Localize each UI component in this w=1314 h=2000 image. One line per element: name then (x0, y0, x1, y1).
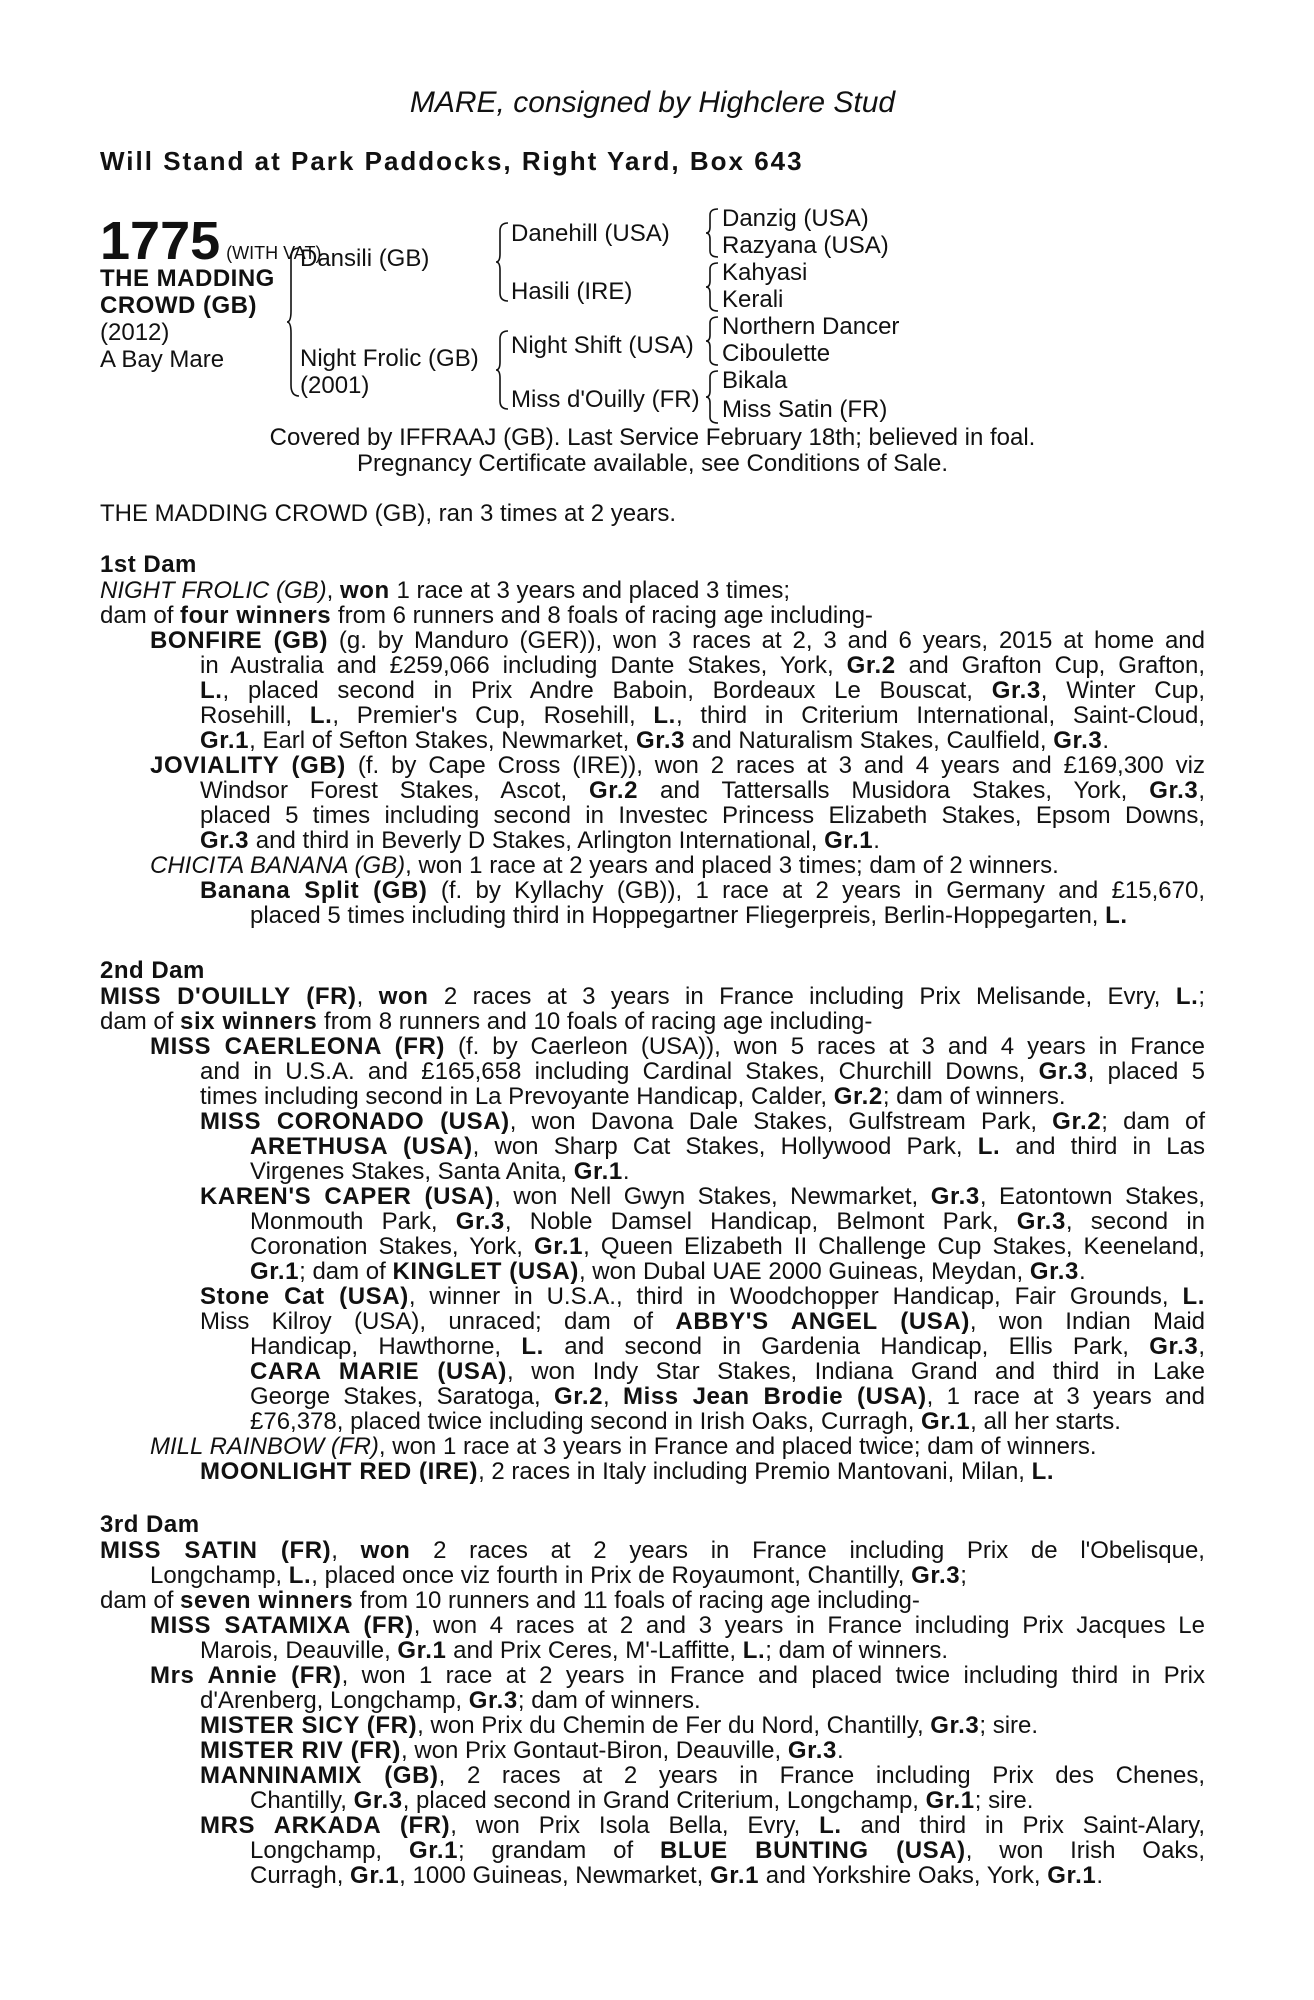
text: , winner in U.S.A., third in Woodchopper Handicap, Fair Grounds, (408, 1283, 1183, 1310)
bold-text: L. (521, 1333, 544, 1360)
text: and Tattersalls Musidora Stakes, York, (638, 777, 1150, 804)
section-heading: 3rd Dam (100, 1511, 200, 1538)
italic-text: NIGHT FROLIC (GB) (100, 577, 327, 604)
pedigree-gen3: Danzig (USA) (722, 205, 869, 232)
pedigree-sire: Dansili (GB) (300, 245, 430, 272)
bold-text: Gr.2 (833, 1083, 883, 1110)
text: , won Indy Star Stakes, Indiana Grand and third in Lake (507, 1358, 1205, 1385)
text: ; dam of (1101, 1108, 1205, 1135)
text-line (250, 1259, 1086, 1285)
pedigree-gen3: Kahyasi (722, 259, 808, 286)
horse-name-line: THE MADDING (100, 265, 275, 292)
stand-location: Will Stand at Park Paddocks, Right Yard, Box 643 (100, 146, 804, 176)
horse-name (100, 265, 350, 319)
bold-text: L. (1105, 902, 1128, 929)
bold-text: ABBY'S ANGEL (USA) (675, 1308, 970, 1335)
text: . (836, 1737, 844, 1764)
bold-text: Stone Cat (USA) (200, 1283, 409, 1310)
bold-text: MISTER RIV (FR) (200, 1737, 401, 1764)
bold-text: Gr.3 (455, 1208, 505, 1235)
text-line (200, 728, 1109, 754)
text: and Yorkshire Oaks, York, (759, 1862, 1048, 1889)
bold-text: Gr.3 (1149, 777, 1199, 804)
race-record: THE MADDING CROWD (GB), ran 3 times at 2 years. (100, 500, 677, 527)
text: , won Dubal UAE 2000 Guineas, Meydan, (578, 1258, 1030, 1285)
text-line (250, 1409, 1121, 1435)
text-line (100, 1538, 1205, 1564)
text-line (150, 1613, 1205, 1639)
text: , won 4 races at 2 and 3 years in France including Prix Jacques Le (413, 1612, 1205, 1639)
text: . (1078, 1258, 1086, 1285)
text: Miss Kilroy (USA), unraced; dam of (200, 1308, 676, 1335)
bold-text: MISS CAERLEONA (FR) (150, 1033, 446, 1060)
bold-text: Gr.1 (925, 1787, 975, 1814)
bold-text: Miss Jean Brodie (USA) (622, 1383, 927, 1410)
text: , placed once viz fourth in Prix de Royaumont, Chantilly, (311, 1562, 912, 1589)
text-line (200, 1713, 1038, 1739)
bold-text: Gr.1 (350, 1862, 400, 1889)
pedigree-sire-dam: Hasili (IRE) (511, 278, 633, 305)
bold-text: Mrs Annie (FR) (150, 1662, 342, 1689)
text: , Winter Cup, (1040, 677, 1205, 704)
pedigree-brace (706, 262, 720, 312)
pedigree-dam-sire: Night Shift (USA) (511, 332, 694, 359)
text: and in U.S.A. and £165,658 including Cardinal Stakes, Churchill Downs, (200, 1058, 1039, 1085)
consignor-heading: MARE, consigned by Highclere Stud (409, 86, 896, 119)
bold-text: Gr.1 (200, 727, 250, 754)
text: , (326, 577, 341, 604)
section-heading: 1st Dam (100, 551, 197, 578)
text: , won Prix Isola Bella, Evry, (450, 1812, 820, 1839)
text-line (250, 1788, 1033, 1814)
text: d'Arenberg, Longchamp, (200, 1687, 469, 1714)
text: ; dam of (299, 1258, 393, 1285)
text-line (200, 1738, 844, 1764)
text: , (1198, 777, 1205, 804)
bold-text: L. (819, 1812, 842, 1839)
text: ; (1198, 983, 1206, 1010)
text: ; grandam of (458, 1837, 660, 1864)
text-line (150, 1563, 967, 1589)
text: , Earl of Sefton Stakes, Newmarket, (249, 727, 636, 754)
text: ; dam of winners. (765, 1637, 949, 1664)
pedigree-dam-year: (2001) (300, 372, 370, 399)
text: and Prix Ceres, M'-Laffitte, (446, 1637, 743, 1664)
bold-text: Gr.2 (589, 777, 639, 804)
bold-text: seven winners (180, 1587, 354, 1614)
text-line (250, 1159, 630, 1185)
catalogue-page (100, 0, 1205, 2000)
bold-text: Gr.1 (709, 1862, 760, 1889)
bold-text: won (360, 1537, 411, 1564)
bold-text: Gr.3 (1016, 1208, 1066, 1235)
text: , won Irish Oaks, (965, 1837, 1205, 1864)
text: ; sire. (974, 1787, 1034, 1814)
text: 2 races at 2 years in France including Prix de l'Obelisque, (410, 1537, 1205, 1564)
pedigree-brace (706, 208, 720, 258)
lot-number: 1775 (100, 211, 221, 271)
bold-text: MISS D'OUILLY (FR) (100, 983, 357, 1010)
text: in Australia and £259,066 including Dante Stakes, York, (200, 652, 847, 679)
text: and Grafton Cup, Grafton, (895, 652, 1205, 679)
text-line (250, 1359, 1205, 1385)
bold-text: Gr.1 (573, 1158, 623, 1185)
text: and third in Las (1000, 1133, 1206, 1160)
text: placed 5 times including second in Investec Princess Elizabeth Stakes, Epsom Downs, (200, 802, 1205, 829)
text: Monmouth Park, (250, 1208, 456, 1235)
bold-text: KINGLET (USA) (392, 1258, 579, 1285)
pedigree-sire-sire: Danehill (USA) (511, 220, 670, 247)
text-line (200, 1459, 1054, 1485)
bold-text: BONFIRE (GB) (150, 627, 329, 654)
text: from 6 runners and 8 foals of racing age including- (331, 602, 873, 629)
text-line (100, 1009, 872, 1035)
text: , 1 race at 3 years and (926, 1383, 1205, 1410)
text-line (250, 1838, 1205, 1864)
text: Curragh, (250, 1862, 351, 1889)
text: , placed second in Grand Criterium, Longchamp, (402, 1787, 926, 1814)
text-line (200, 1184, 1205, 1210)
bold-text: L. (1031, 1458, 1055, 1485)
pedigree-brace (496, 222, 510, 302)
text: 2 races at 3 years in France including Prix Melisande, Evry, (428, 983, 1176, 1010)
pedigree-gen3: Razyana (USA) (722, 232, 889, 259)
text-line (200, 828, 880, 854)
text: dam of (100, 1587, 181, 1614)
pedigree-gen3: Kerali (722, 286, 784, 313)
text: , (356, 983, 379, 1010)
text: , (331, 1537, 361, 1564)
text-line (200, 1059, 1205, 1085)
text: , won 1 race at 3 years in France and placed twice; dam of winners. (378, 1433, 1097, 1460)
bold-text: Gr.1 (250, 1258, 300, 1285)
text: Windsor Forest Stakes, Ascot, (200, 777, 589, 804)
bold-text: KAREN'S CAPER (USA) (200, 1183, 495, 1210)
text: , Eatontown Stakes, (979, 1183, 1205, 1210)
text: £76,378, placed twice including second in Irish Oaks, Curragh, (250, 1408, 922, 1435)
text: ; dam of winners. (517, 1687, 701, 1714)
pedigree-gen3: Ciboulette (722, 340, 831, 367)
text: Longchamp, (150, 1562, 289, 1589)
pedigree-gen3: Miss Satin (FR) (722, 396, 888, 423)
text-line (250, 1209, 1205, 1235)
bold-text: MISTER SICY (FR) (200, 1712, 418, 1739)
text: (g. by Manduro (GER)), won 3 races at 2, 3 and 6 years, 2015 at home and (328, 627, 1205, 654)
text: placed 5 times including third in Hoppegartner Fliegerpreis, Berlin-Hoppegarten, (250, 902, 1106, 929)
text: , 2 races at 2 years in France including Prix des Chenes, (438, 1762, 1205, 1789)
text: George Stakes, Saratoga, (250, 1383, 554, 1410)
covering-line: Covered by IFFRAAJ (GB). Last Service February 18th; believed in foal. (269, 424, 1036, 451)
text: and third in Beverly D Stakes, Arlington International, (249, 827, 825, 854)
text: , second in (1065, 1208, 1205, 1235)
text: from 8 runners and 10 foals of racing age including- (317, 1008, 873, 1035)
bold-text: four winners (180, 602, 332, 629)
text: from 10 runners and 11 foals of racing age including- (353, 1587, 920, 1614)
text-line (100, 1588, 920, 1614)
text: , won 1 race at 2 years in France and placed twice including third in Prix (341, 1662, 1205, 1689)
text: , (1198, 1333, 1205, 1360)
covering-note (100, 425, 1205, 477)
bold-text: L. (309, 702, 333, 729)
bold-text: L. (653, 702, 676, 729)
pedigree-gen3: Bikala (722, 367, 788, 394)
bold-text: six winners (180, 1008, 318, 1035)
text-line (100, 984, 1205, 1010)
text-line (250, 1334, 1205, 1360)
bold-text: Gr.1 (534, 1233, 584, 1260)
text: , 1000 Guineas, Newmarket, (399, 1862, 710, 1889)
text-line (200, 878, 1205, 904)
bold-text: Gr.3 (1149, 1333, 1199, 1360)
bold-text: MRS ARKADA (FR) (200, 1812, 451, 1839)
text: ; sire. (979, 1712, 1039, 1739)
text-line (200, 703, 1205, 729)
text: , Queen Elizabeth II Challenge Cup Stakes, Keeneland, (583, 1233, 1205, 1260)
covering-line: Pregnancy Certificate available, see Conditions of Sale. (357, 450, 948, 477)
text: times including second in La Prevoyante Handicap, Calder, (200, 1083, 834, 1110)
text: , won Sharp Cat Stakes, Hollywood Park, (472, 1133, 978, 1160)
bold-text: ARETHUSA (USA) (250, 1133, 473, 1160)
text: , 2 races in Italy including Premio Mantovani, Milan, (478, 1458, 1032, 1485)
bold-text: L. (200, 677, 223, 704)
bold-text: Gr.3 (1038, 1058, 1088, 1085)
text: , won Davona Dale Stakes, Gulfstream Park, (509, 1108, 1053, 1135)
text: , (603, 1383, 623, 1410)
text-line (100, 603, 873, 629)
text: . (1096, 1862, 1104, 1889)
text: Rosehill, (200, 702, 310, 729)
text: . (873, 827, 880, 854)
text: , won Nell Gwyn Stakes, Newmarket, (494, 1183, 931, 1210)
pedigree-brace (706, 370, 720, 424)
text-line (250, 1234, 1205, 1260)
bold-text: CARA MARIE (USA) (250, 1358, 508, 1385)
text: ; (960, 1562, 967, 1589)
text-line (200, 1309, 1205, 1335)
text-line (200, 1763, 1205, 1789)
bold-text: Gr.1 (397, 1637, 447, 1664)
text-line (150, 1434, 1097, 1460)
text-line (250, 903, 1128, 929)
text: Virgenes Stakes, Santa Anita, (250, 1158, 574, 1185)
bold-text: Gr.3 (468, 1687, 518, 1714)
text-line (150, 753, 1205, 779)
text: 1 race at 3 years and placed 3 times; (389, 577, 791, 604)
text: , won Prix du Chemin de Fer du Nord, Chantilly, (417, 1712, 931, 1739)
bold-text: Gr.3 (1029, 1258, 1079, 1285)
bold-text: Gr.2 (1052, 1108, 1102, 1135)
text: Chantilly, (250, 1787, 354, 1814)
italic-text: CHICITA BANANA (GB) (150, 852, 406, 879)
bold-text: Banana Split (GB) (200, 877, 428, 904)
section-heading: 2nd Dam (100, 957, 205, 984)
horse-year: (2012) (100, 319, 170, 346)
bold-text: MISS SATAMIXA (FR) (150, 1612, 414, 1639)
bold-text: Gr.1 (1047, 1862, 1097, 1889)
bold-text: Gr.1 (824, 827, 874, 854)
text-line (150, 628, 1205, 654)
text: , won Prix Gontaut-Biron, Deauville, (401, 1737, 788, 1764)
text: Coronation Stakes, York, (250, 1233, 535, 1260)
text: . (1102, 727, 1109, 754)
pedigree-dam: Night Frolic (GB) (300, 345, 479, 372)
text-line (200, 1638, 948, 1664)
text: and second in Gardenia Handicap, Ellis Park, (543, 1333, 1150, 1360)
text: , placed second in Prix Andre Baboin, Bordeaux Le Bouscat, (222, 677, 992, 704)
text: , won Indian Maid (969, 1308, 1206, 1335)
bold-text: L. (1175, 983, 1199, 1010)
text: , won 1 race at 2 years and placed 3 times; dam of 2 winners. (405, 852, 1059, 879)
bold-text: JOVIALITY (GB) (150, 752, 346, 779)
text-line (200, 1813, 1205, 1839)
bold-text: L. (1182, 1283, 1205, 1310)
bold-text: MISS CORONADO (USA) (200, 1108, 510, 1135)
text-line (200, 1688, 701, 1714)
bold-text: won (378, 983, 429, 1010)
text-line (250, 1134, 1205, 1160)
text-line (200, 778, 1205, 804)
text: , Noble Damsel Handicap, Belmont Park, (504, 1208, 1017, 1235)
text: Marois, Deauville, (200, 1637, 398, 1664)
text: ; dam of winners. (882, 1083, 1066, 1110)
text-line (200, 653, 1205, 679)
text-line (100, 578, 790, 604)
text: and Naturalism Stakes, Caulfield, (685, 727, 1054, 754)
text: . (622, 1158, 630, 1185)
text: , third in Criterium International, Saint-Cloud, (675, 702, 1205, 729)
text-line (200, 803, 1205, 829)
bold-text: Gr.2 (553, 1383, 604, 1410)
text: , Premier's Cup, Rosehill, (332, 702, 654, 729)
text-line (150, 1034, 1205, 1060)
text-line (250, 1863, 1103, 1889)
horse-name-line: CROWD (GB) (100, 292, 257, 319)
text: dam of (100, 602, 181, 629)
text: , all her starts. (970, 1408, 1121, 1435)
text-line (200, 1084, 1066, 1110)
text-line (200, 678, 1205, 704)
pedigree-dam-dam: Miss d'Ouilly (FR) (511, 386, 700, 413)
bold-text: won (340, 577, 390, 604)
bold-text: Gr.2 (846, 652, 896, 679)
bold-text: L. (288, 1562, 312, 1589)
bold-text: BLUE BUNTING (USA) (659, 1837, 966, 1864)
italic-text: MILL RAINBOW (FR) (150, 1433, 379, 1460)
text-line (200, 1284, 1205, 1310)
pedigree-brace (287, 247, 301, 397)
bold-text: MOONLIGHT RED (IRE) (200, 1458, 479, 1485)
vat-note: (WITH VAT) (226, 243, 322, 263)
bold-text: Gr.3 (200, 827, 250, 854)
pedigree-gen3: Northern Dancer (722, 313, 900, 340)
text-line (150, 1663, 1205, 1689)
bold-text: L. (742, 1637, 766, 1664)
text-line (150, 853, 1059, 879)
bold-text: Gr.3 (353, 1787, 403, 1814)
bold-text: Gr.3 (930, 1712, 980, 1739)
text: and third in Prix Saint-Alary, (841, 1812, 1206, 1839)
text: Longchamp, (250, 1837, 409, 1864)
text-line (250, 1384, 1205, 1410)
text: , placed 5 (1087, 1058, 1205, 1085)
text: (f. by Kyllachy (GB)), 1 race at 2 years in Germany and £15,670, (427, 877, 1205, 904)
bold-text: Gr.1 (921, 1408, 971, 1435)
bold-text: Gr.3 (991, 677, 1041, 704)
text: (f. by Cape Cross (IRE)), won 2 races at 3 and 4 years and £169,300 viz (345, 752, 1206, 779)
bold-text: Gr.3 (1053, 727, 1103, 754)
bold-text: Gr.3 (635, 727, 686, 754)
bold-text: Gr.3 (911, 1562, 961, 1589)
text: Handicap, Hawthorne, (250, 1333, 522, 1360)
bold-text: Gr.3 (787, 1737, 837, 1764)
bold-text: Gr.1 (408, 1837, 459, 1864)
bold-text: Gr.3 (930, 1183, 980, 1210)
horse-description: A Bay Mare (100, 346, 225, 373)
bold-text: MISS SATIN (FR) (100, 1537, 332, 1564)
pedigree-brace (706, 316, 720, 366)
pedigree-brace (496, 330, 510, 410)
bold-text: MANNINAMIX (GB) (200, 1762, 439, 1789)
text: (f. by Caerleon (USA)), won 5 races at 3 and 4 years in France (445, 1033, 1205, 1060)
text-line (200, 1109, 1205, 1135)
text: dam of (100, 1008, 181, 1035)
bold-text: L. (977, 1133, 1001, 1160)
